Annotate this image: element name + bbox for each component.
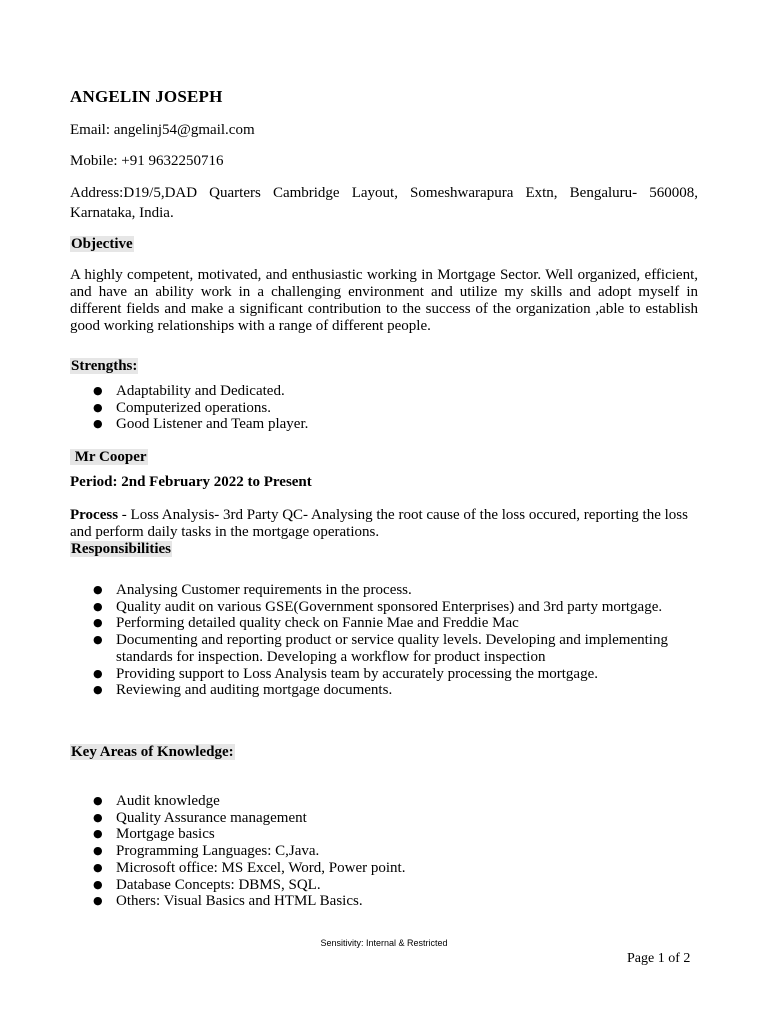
responsibilities-list — [70, 582, 700, 699]
bullet-icon: ● — [93, 810, 103, 824]
bullet-icon: ● — [93, 633, 103, 647]
list-item: ● Good Listener and Team player. — [93, 416, 309, 433]
list-item: ● Others: Visual Basics and HTML Basics. — [93, 893, 363, 910]
bullet-icon: ● — [93, 583, 103, 596]
list-item: ● Documenting and reporting product or service quality levels. Developing and implementing standards for inspection. Developing a workflow for product inspection — [93, 632, 668, 665]
list-item: ● Programming Languages: C,Java. — [93, 843, 320, 860]
company-heading: Mr Cooper — [71, 449, 147, 465]
responsibilities-heading: Responsibilities — [71, 541, 172, 557]
list-item: ● Computerized operations. — [93, 399, 271, 416]
bullet-icon: ● — [93, 794, 103, 807]
list-item: ● Database Concepts: DBMS, SQL. — [93, 876, 321, 893]
knowledge-heading: Key Areas of Knowledge: — [71, 744, 234, 760]
knowledge-list — [70, 793, 700, 910]
process-text: - Loss Analysis- 3rd Party QC- Analysing the root cause of the loss occured, reporting the loss and perform daily tasks in the mortgage operations. — [70, 507, 688, 540]
period-line: Period: 2nd February 2022 to Present — [70, 474, 312, 490]
list-item: ● Quality audit on various GSE(Government sponsored Enterprises) and 3rd party mortgage. — [93, 598, 663, 615]
bullet-icon: ● — [93, 400, 103, 414]
sensitivity-label: Sensitivity: Internal & Restricted — [320, 938, 448, 948]
list-item: ● Reviewing and auditing mortgage documents. — [93, 682, 393, 699]
address-line-1: Address:D19/5,DAD Quarters Cambridge Layout, Someshwarapura Extn, Bengaluru- 560008, — [70, 185, 698, 201]
bullet-icon: ● — [93, 827, 103, 841]
list-item: ● Analysing Customer requirements in the process. — [93, 582, 412, 598]
bullet-icon: ● — [93, 417, 103, 431]
strengths-heading: Strengths: — [71, 358, 138, 374]
candidate-name: ANGELIN JOSEPH — [70, 87, 223, 106]
email-line: Email: angelinj54@gmail.com — [70, 122, 255, 138]
strengths-list — [70, 383, 700, 433]
bullet-icon: ● — [93, 860, 103, 874]
process-description — [70, 507, 698, 541]
list-item: ● Mortgage basics — [93, 826, 215, 843]
bullet-icon: ● — [93, 877, 103, 891]
list-item: ● Microsoft office: MS Excel, Word, Power point. — [93, 859, 406, 876]
process-label: Process — [70, 507, 119, 523]
objective-heading: Objective — [71, 236, 133, 252]
address-line-2: Karnataka, India. — [70, 205, 174, 221]
mobile-line: Mobile: +91 9632250716 — [70, 153, 224, 169]
bullet-icon: ● — [93, 844, 103, 858]
list-item: ● Providing support to Loss Analysis team by accurately processing the mortgage. — [93, 665, 598, 682]
bullet-icon: ● — [93, 666, 103, 680]
bullet-icon: ● — [93, 616, 103, 630]
list-item: ● Audit knowledge — [93, 793, 220, 809]
bullet-icon: ● — [93, 683, 103, 697]
objective-text: A highly competent, motivated, and enthusiastic working in Mortgage Sector. Well organized, efficient, and have an ability work in a challenging environment and utilize my skills and adopt myself in different fields and make a significant contribution to the success of the organization ,able to establish good working relationships with a range of different people. — [70, 267, 698, 334]
list-item: ● Quality Assurance management — [93, 809, 307, 826]
page-number: Page 1 of 2 — [627, 951, 691, 966]
bullet-icon: ● — [93, 384, 103, 397]
bullet-icon: ● — [93, 599, 103, 613]
bullet-icon: ● — [93, 894, 103, 908]
list-item: ● Adaptability and Dedicated. — [93, 383, 285, 399]
list-item: ● Performing detailed quality check on Fannie Mae and Freddie Mac — [93, 615, 519, 632]
